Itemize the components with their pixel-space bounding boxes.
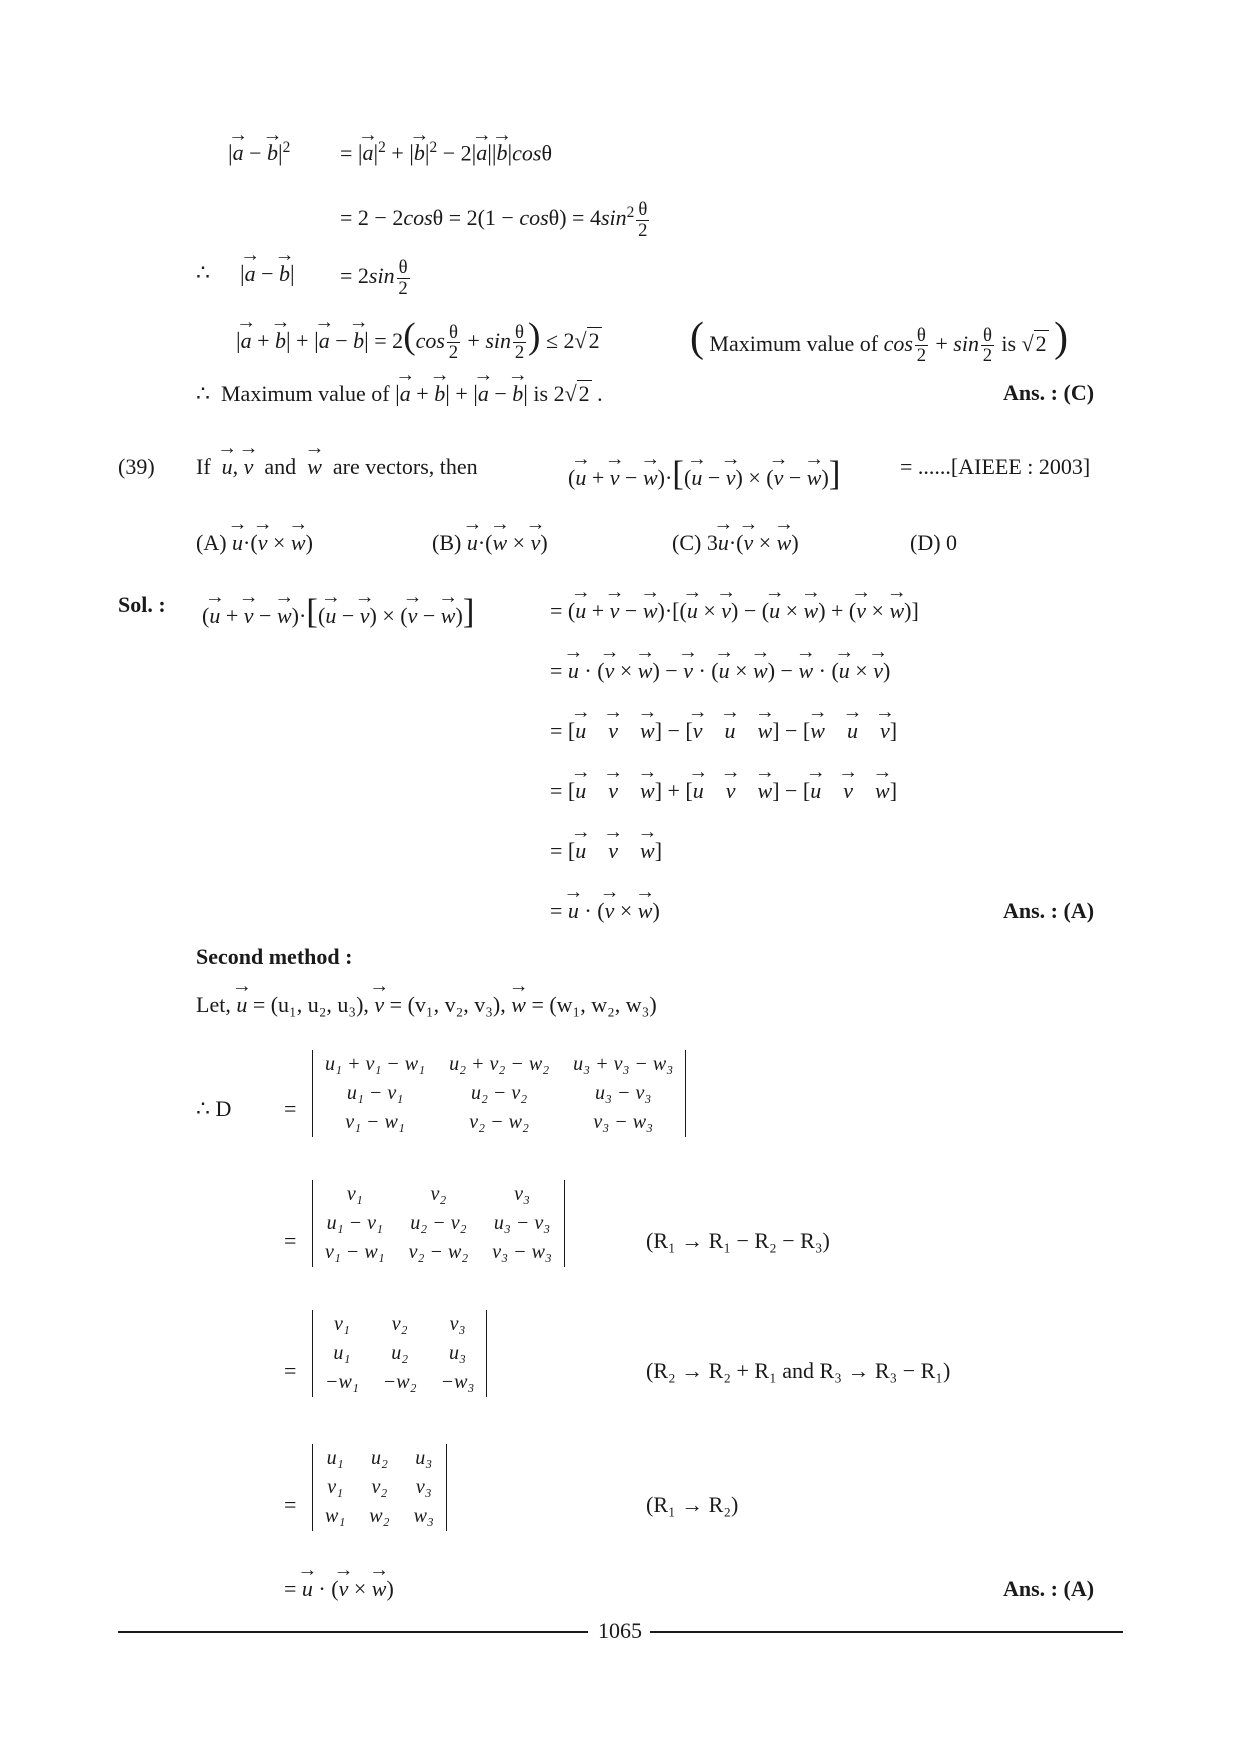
matrix-row (313, 1108, 685, 1137)
line-5-text: ∴ Maximum value of |→ a + → b| + |→ a − → b| is 2√2 . (196, 382, 603, 405)
row-operation-3: (R₁ → R₂) (646, 1492, 739, 1517)
matrix-cell: v₁ − w₁ (345, 1111, 405, 1133)
question-tail: = ......[AIEEE : 2003] (900, 454, 1091, 479)
line-1-rhs: = |→ $a|^2$ + |→ $b|^2 - 2|\to a||\to b|\cos\theta$ (340, 140, 552, 164)
matrix-row (313, 1368, 486, 1397)
line-2: = $2 - 2\cos\theta = 2(1 - \cos\theta) = 4\sin^2$ $\frac{\theta}{2}$ (340, 199, 648, 241)
matrix-row (313, 1209, 564, 1238)
matrix-cell: u₂ − v₂ (470, 1082, 528, 1104)
matrix-cell: u₂ (370, 1447, 388, 1469)
line-3-therefore: ∴ (196, 260, 210, 285)
matrix-cell: v₃ (449, 1313, 466, 1335)
matrix-1 (312, 1050, 686, 1137)
matrix-row (313, 1180, 564, 1209)
matrix-cell: w₂ (369, 1505, 390, 1527)
matrix-cell: u₁ + v₁ − w₁ (325, 1053, 426, 1075)
matrix-3 (312, 1310, 487, 1397)
matrix-cell: v₂ (391, 1313, 408, 1335)
matrix-cell: v₁ (327, 1476, 344, 1498)
matrix-cell: v₁ (346, 1183, 363, 1205)
equals-3: = (284, 1358, 297, 1383)
matrix-row (313, 1473, 446, 1502)
option-c[interactable]: (C) 3→ u·(→ v × → w) (672, 532, 799, 554)
second-method-heading: Second method : (196, 944, 353, 969)
solution-step-5: = [→ u → v → w] (550, 840, 662, 862)
matrix-cell: v₃ (415, 1476, 432, 1498)
matrix-cell: u₃ (415, 1447, 433, 1469)
matrix-row (313, 1079, 685, 1108)
matrix-cell: u₁ − v₁ (346, 1082, 404, 1104)
matrix-row (313, 1238, 564, 1267)
matrix-row (313, 1050, 685, 1079)
determinant-label: ∴ D (196, 1096, 232, 1121)
second-method-result: = → u · (→ v × → w) (284, 1578, 394, 1600)
line-3-lhs: |→ a − → b| (240, 262, 295, 285)
solution-answer: Ans. : (A) (1003, 898, 1095, 923)
matrix-cell: u₂ − v₂ (410, 1212, 467, 1234)
line-4-note: ( Maximum value of cos $\frac{\theta}{2}$ + sin $\frac{\theta}{2}$ is √2 ) (690, 315, 1069, 367)
matrix-row (313, 1444, 446, 1473)
matrix-cell: u₃ (449, 1342, 466, 1364)
question-expression: (→ u + → v − → w)·[(→ u − → v) × (→ v − → w)] (568, 456, 841, 491)
matrix-cell: w₃ (413, 1505, 434, 1527)
footer-rule-right (650, 1631, 1123, 1633)
matrix-cell: v₃ − w₃ (492, 1241, 552, 1263)
line-5-answer: Ans. : (C) (1003, 380, 1095, 405)
matrix-cell: u₃ − v₃ (493, 1212, 551, 1234)
equals-4: = (284, 1492, 297, 1517)
option-a[interactable]: (A) → u·(→ v × → w) (196, 532, 313, 554)
matrix-2 (312, 1180, 565, 1267)
matrix-cell: u₁ − v₁ (326, 1212, 383, 1234)
page-number: 1065 (598, 1618, 642, 1643)
solution-label: Sol. : (118, 592, 166, 617)
solution-step-6: = → u · (→ v × → w) (550, 900, 660, 922)
matrix-cell: u₁ (326, 1447, 344, 1469)
solution-step-4: = [→ u → v → w] + [→ u → v → w] − [→ u → v → w] (550, 780, 897, 802)
option-b[interactable]: (B) → u·(→ w × → v) (432, 532, 548, 554)
line-4-main: |→ a + → b| + |→ a − → b| = 2(cos $\frac{\theta}{2}$ + sin $\frac{\theta}{2}$ ) ≤ 2√2 (236, 318, 602, 363)
second-method-let: Let, → u = (u₁, u₂, u₃), → v = (v₁, v₂, v₃), → w = (w₁, w₂, w₃) (196, 994, 657, 1016)
matrix-cell: v₂ (371, 1476, 388, 1498)
solution-lhs: (→ u + → v − → w)·[(→ u − → v) × (→ v − → w)] (202, 594, 475, 629)
equals-1: = (284, 1096, 297, 1121)
footer-rule-left (118, 1631, 588, 1633)
matrix-cell: −w₃ (440, 1371, 475, 1393)
row-operation-1: (R₁ → R₁ − R₂ − R₃) (646, 1228, 830, 1253)
matrix-cell: −w₂ (382, 1371, 417, 1393)
matrix-cell: u₃ + v₃ − w₃ (573, 1053, 674, 1075)
second-method-answer: Ans. : (A) (1003, 1576, 1095, 1601)
question-number: (39) (118, 454, 155, 479)
solution-step-2: = → u · (→ v × → w) − → v · (→ u × → w) − → w · (→ u × → v) (550, 660, 890, 682)
matrix-cell: v₃ (514, 1183, 530, 1205)
row-operation-2: (R₂ → R₂ + R₁ and R₃ → R₃ − R₁) (646, 1358, 951, 1383)
matrix-cell: u₃ − v₃ (595, 1082, 652, 1104)
option-d[interactable]: (D) 0 (910, 530, 958, 555)
solution-step-3: = [→ u → v → w] − [→ v → u → w] − [→ w → u → v] (550, 720, 897, 742)
matrix-cell: u₂ (391, 1342, 409, 1364)
matrix-cell: v₁ − w₁ (325, 1241, 385, 1263)
matrix-cell: v₂ − w₂ (469, 1111, 529, 1133)
matrix-row (313, 1310, 486, 1339)
matrix-cell: v₃ − w₃ (593, 1111, 653, 1133)
matrix-row (313, 1339, 486, 1368)
line-3-rhs: = 2sin $\frac{\theta}{2}$ (340, 257, 408, 299)
solution-step-1: = (→ u + → v − → w)·[(→ u × → v) − (→ u × → w) + (→ v × → w)] (550, 600, 919, 622)
matrix-cell: v₂ − w₂ (408, 1241, 469, 1263)
line-1-lhs: |→ a − → $b|^2$ (228, 140, 290, 164)
matrix-cell: v₂ (430, 1183, 447, 1205)
matrix-cell: −w₁ (325, 1371, 359, 1393)
matrix-4 (312, 1444, 447, 1531)
matrix-cell: v₁ (333, 1313, 350, 1335)
equals-2: = (284, 1228, 297, 1253)
question-stem: If → u, → v and → w are vectors, then (196, 456, 478, 478)
matrix-cell: u₁ (333, 1342, 351, 1364)
matrix-cell: u₂ + v₂ − w₂ (449, 1053, 550, 1075)
matrix-row (313, 1502, 446, 1531)
matrix-cell: w₁ (325, 1505, 346, 1527)
